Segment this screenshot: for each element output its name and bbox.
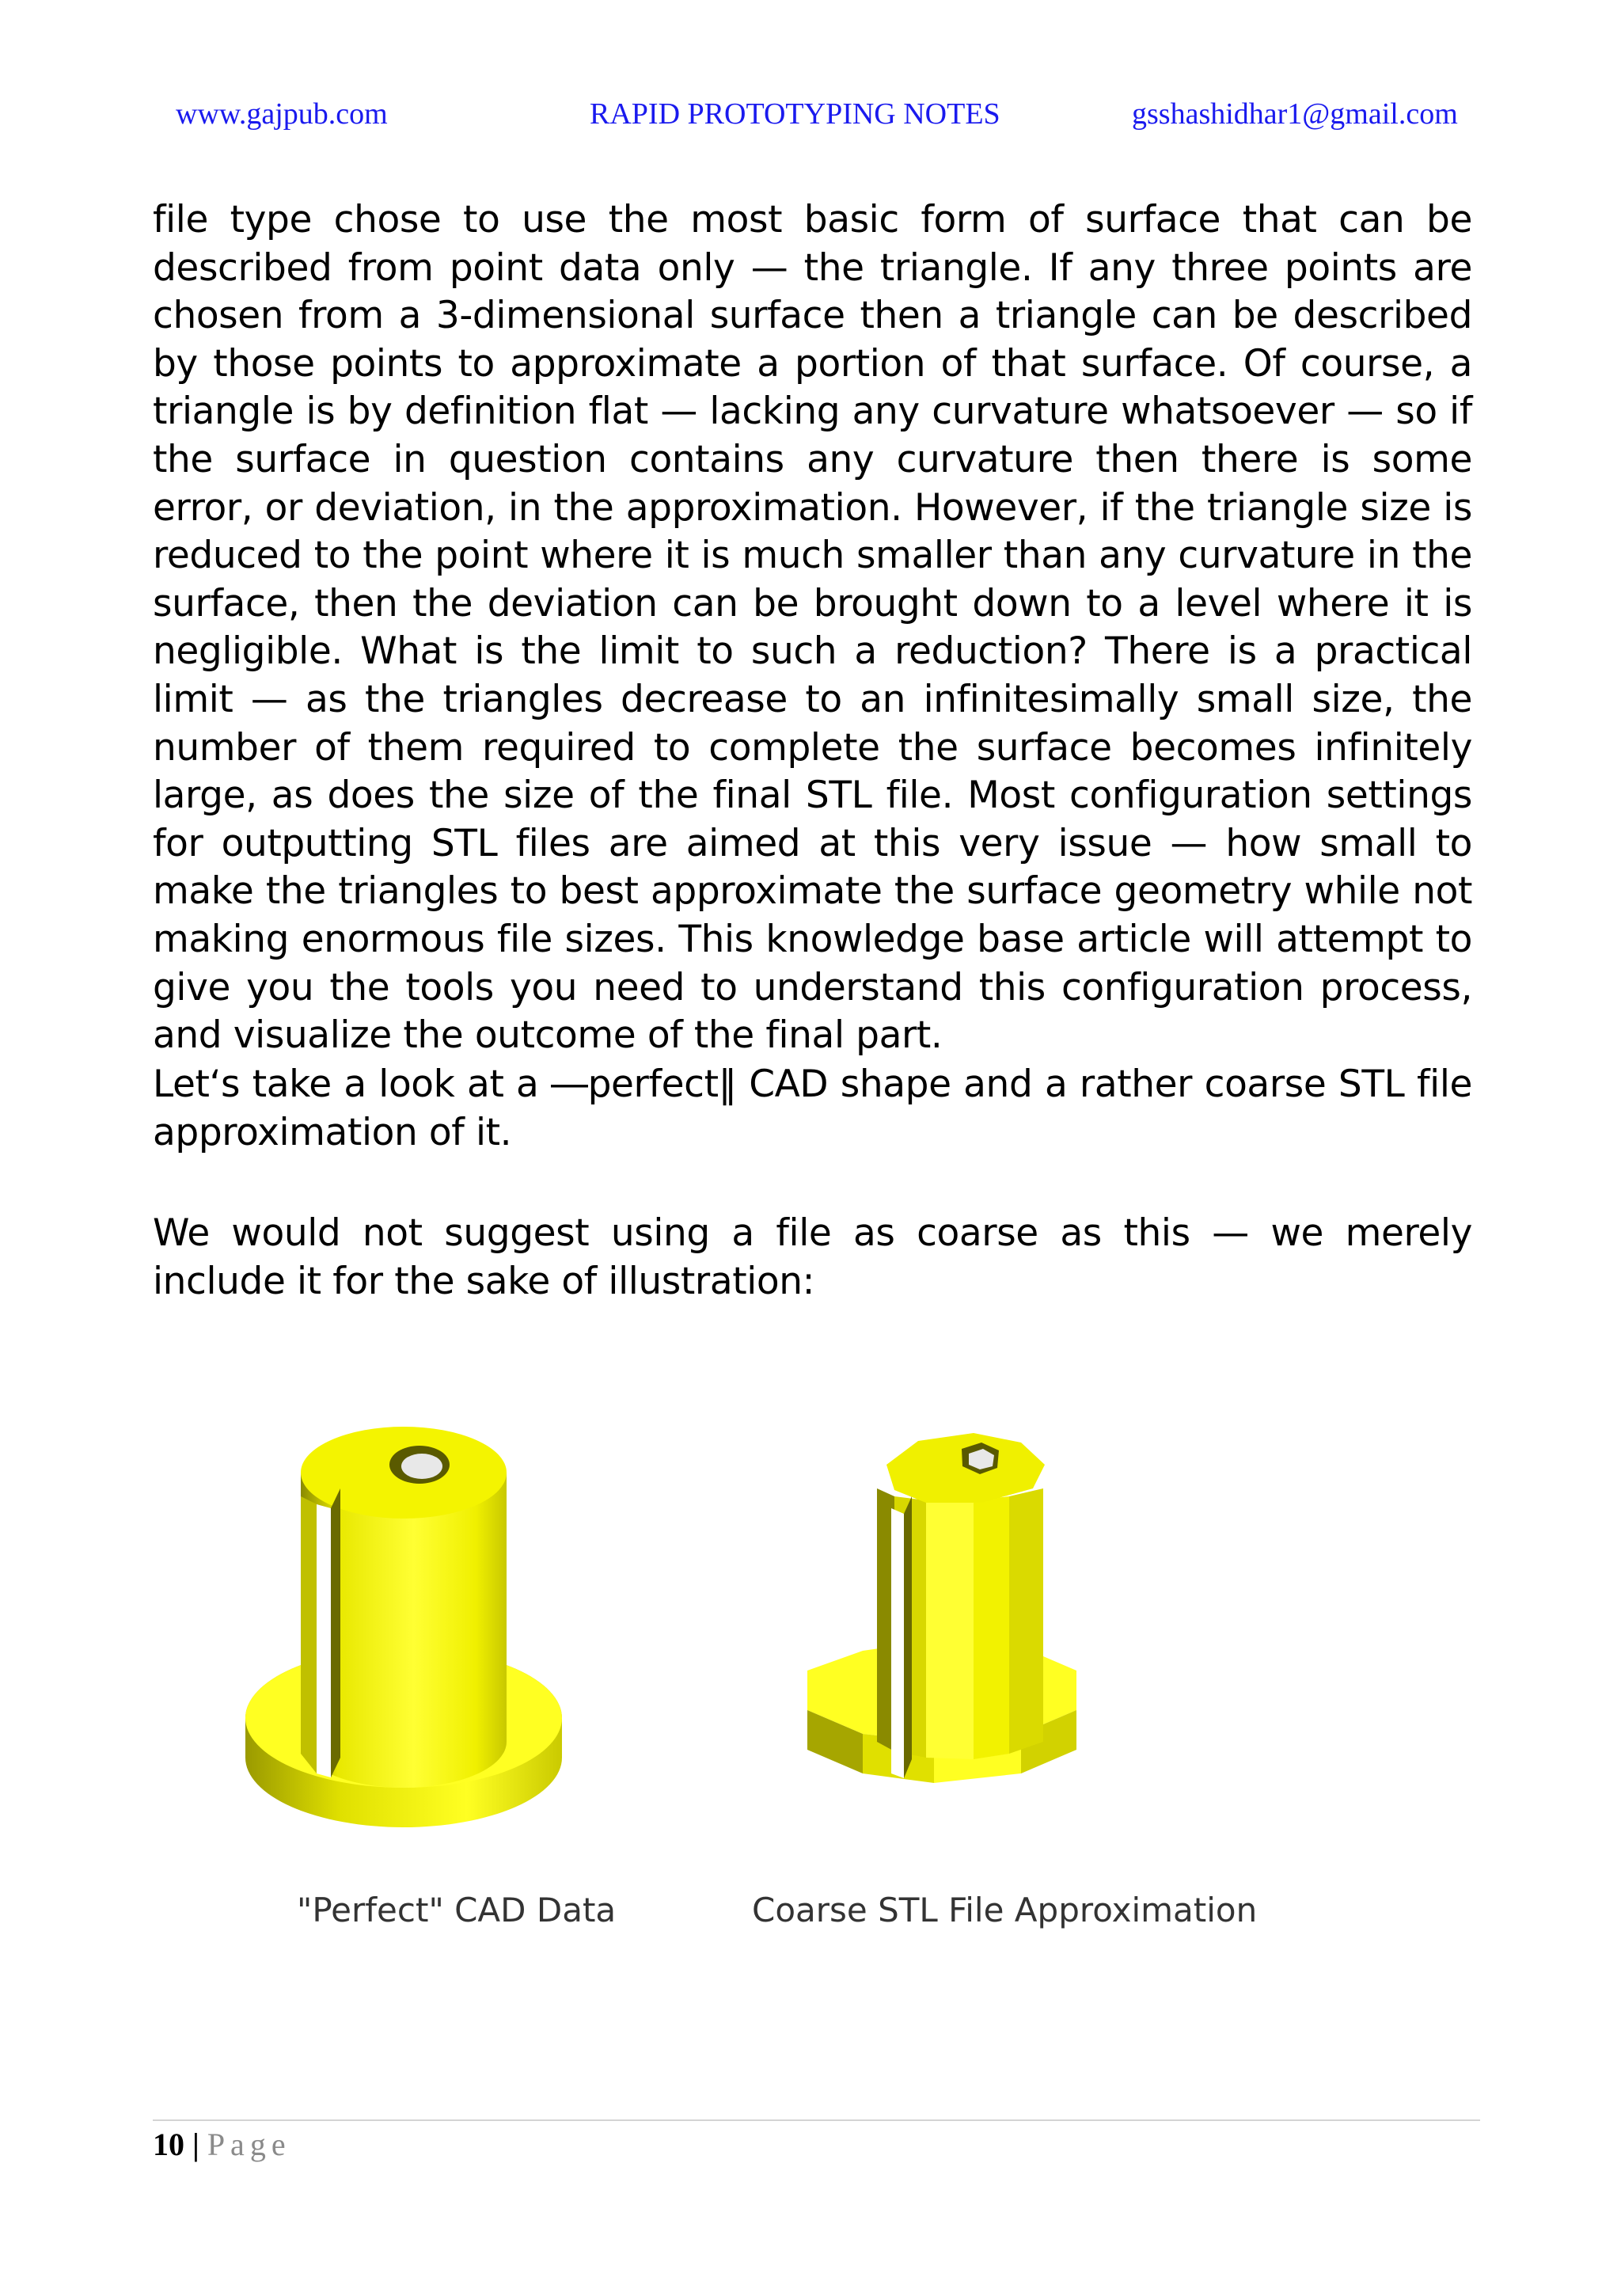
footer-separator: | [184, 2127, 207, 2162]
header-email: gsshashidhar1@gmail.com [1132, 97, 1458, 131]
caption-coarse-stl: Coarse STL File Approximation [752, 1891, 1258, 1929]
paragraph-3: We would not suggest using a file as coarse as this — we merely include it for the sake of illustration: [153, 1211, 1472, 1303]
coarse-stl-part [807, 1433, 1076, 1783]
page-footer [153, 2126, 291, 2163]
caption-perfect-cad: "Perfect" CAD Data [297, 1891, 617, 1929]
paragraph-2: Let‘s take a look at a ―perfect‖ CAD shape and a rather coarse STL file approximation of it. [153, 1062, 1472, 1154]
page-number: 10 [153, 2127, 184, 2162]
paragraph-1: file type chose to use the most basic form of surface that can be described from point data only — the triangle. If any three points are chosen from a 3-dimensional surface then a triangle can be described by those points to approximate a portion of that surface. Of course, a triangle is by definition flat — lacking any curvature whatsoever — so if the surface in question contains any curvature then there is some error, or deviation, in the approximation. However, if the triangle size is reduced to the point where it is much smaller than any curvature in the surface, then the deviation can be brought down to a level where it is negligible. What is the limit to such a reduction? There is a practical limit — as the triangles decrease to an infinitesimally small size, the number of them required to complete the surface becomes infinitely large, as does the size of the final STL file. Most configuration settings for outputting STL files are aimed at this very issue — how small to make the triangles to best approximate the surface geometry while not making enormous file sizes. This knowledge base article will attempt to give you the tools you need to understand this configuration process, and visualize the outcome of the final part. [153, 198, 1472, 1058]
page-label: Page [207, 2127, 291, 2162]
header-website: www.gajpub.com [176, 97, 388, 131]
cad-stl-figure [237, 1346, 1361, 1963]
cad-comparison-image [237, 1346, 1361, 1900]
header-title: RAPID PROTOTYPING NOTES [590, 97, 1000, 131]
perfect-cad-part [245, 1427, 562, 1827]
page-header [0, 97, 1621, 136]
footer-divider [153, 2119, 1480, 2121]
